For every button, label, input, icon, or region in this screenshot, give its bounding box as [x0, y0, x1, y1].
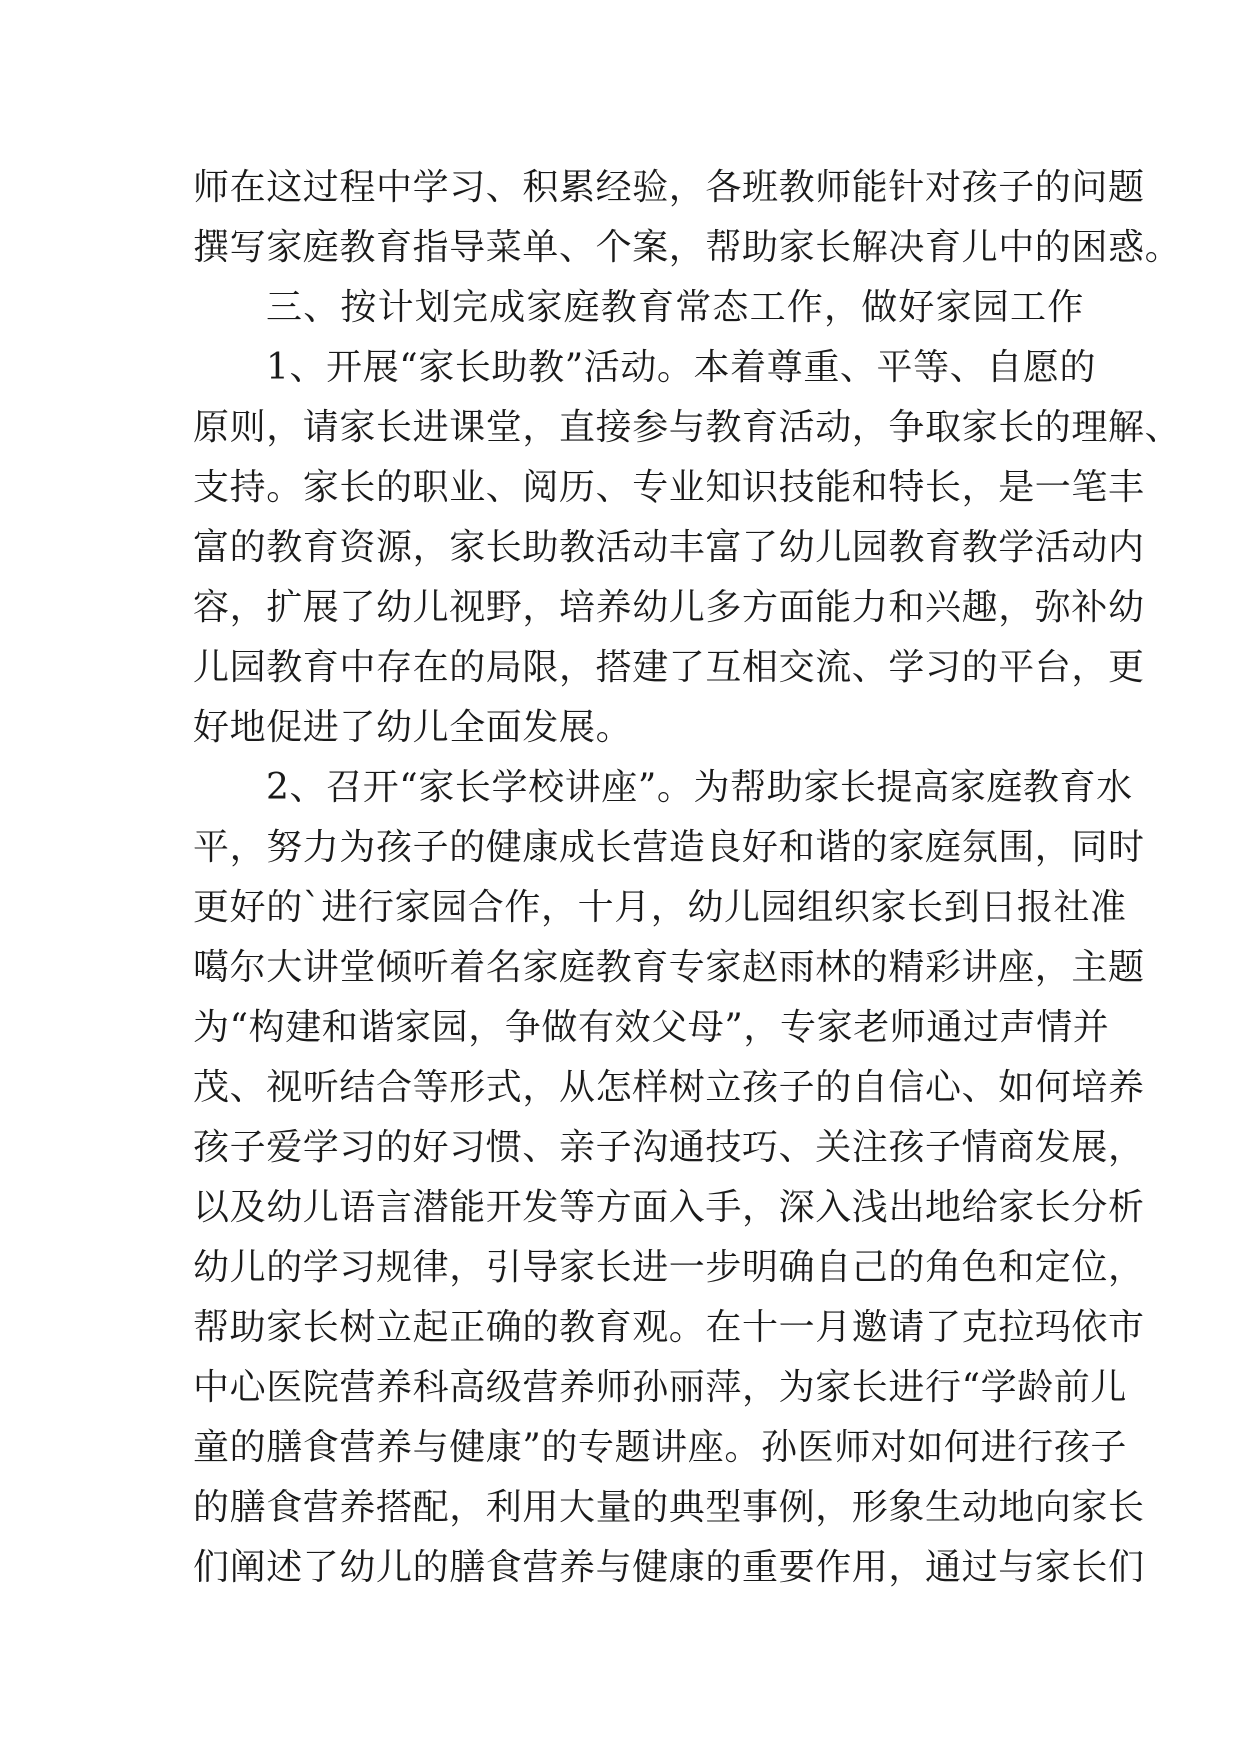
paragraph-line: 撰写家庭教育指导菜单、个案，帮助家长解决育儿中的困惑。	[193, 227, 1182, 268]
paragraph-line: 的膳食营养搭配，利用大量的典型事例，形象生动地向家长	[193, 1487, 1145, 1528]
paragraph-line: 富的教育资源，家长助教活动丰富了幼儿园教育教学活动内	[193, 527, 1145, 568]
paragraph-line: 支持。家长的职业、阅历、专业知识技能和特长，是一笔丰	[193, 467, 1145, 508]
paragraph-line: 平，努力为孩子的健康成长营造良好和谐的家庭氛围，同时	[193, 827, 1145, 868]
paragraph-line: 帮助家长树立起正确的教育观。在十一月邀请了克拉玛依市	[193, 1307, 1145, 1348]
paragraph-line: 容，扩展了幼儿视野，培养幼儿多方面能力和兴趣，弥补幼	[193, 587, 1145, 628]
paragraph-line: 茂、视听结合等形式，从怎样树立孩子的自信心、如何培养	[193, 1067, 1145, 1108]
paragraph-line: 1、开展“家长助教”活动。本着尊重、平等、自愿的	[266, 347, 1097, 388]
paragraph-line: 噶尔大讲堂倾听着名家庭教育专家赵雨林的精彩讲座，主题	[193, 947, 1145, 988]
paragraph-line: 师在这过程中学习、积累经验，各班教师能针对孩子的问题	[193, 167, 1145, 208]
paragraph-line: 好地促进了幼儿全面发展。	[193, 707, 633, 748]
document-page	[193, 158, 1182, 1598]
paragraph-line: 原则，请家长进课堂，直接参与教育活动，争取家长的理解、	[193, 407, 1182, 448]
paragraph-line: 们阐述了幼儿的膳食营养与健康的重要作用，通过与家长们	[193, 1547, 1145, 1588]
paragraph-line: 孩子爱学习的好习惯、亲子沟通技巧、关注孩子情商发展，	[193, 1127, 1145, 1168]
paragraph-line: 更好的`进行家园合作，十月，幼儿园组织家长到日报社准	[193, 887, 1127, 928]
paragraph-line: 儿园教育中存在的局限，搭建了互相交流、学习的平台，更	[193, 647, 1145, 688]
paragraph-line: 中心医院营养科高级营养师孙丽萍，为家长进行“学龄前儿	[193, 1367, 1128, 1408]
paragraph-line: 以及幼儿语言潜能开发等方面入手，深入浅出地给家长分析	[193, 1187, 1145, 1228]
paragraph-line: 2、召开“家长学校讲座”。为帮助家长提高家庭教育水	[266, 767, 1133, 808]
paragraph-line: 为“构建和谐家园，争做有效父母”，专家老师通过声情并	[193, 1007, 1110, 1048]
paragraph-line: 幼儿的学习规律，引导家长进一步明确自己的角色和定位，	[193, 1247, 1145, 1288]
paragraph-line: 童的膳食营养与健康”的专题讲座。孙医师对如何进行孩子	[193, 1427, 1128, 1468]
section-heading: 三、按计划完成家庭教育常态工作，做好家园工作	[266, 287, 1085, 328]
